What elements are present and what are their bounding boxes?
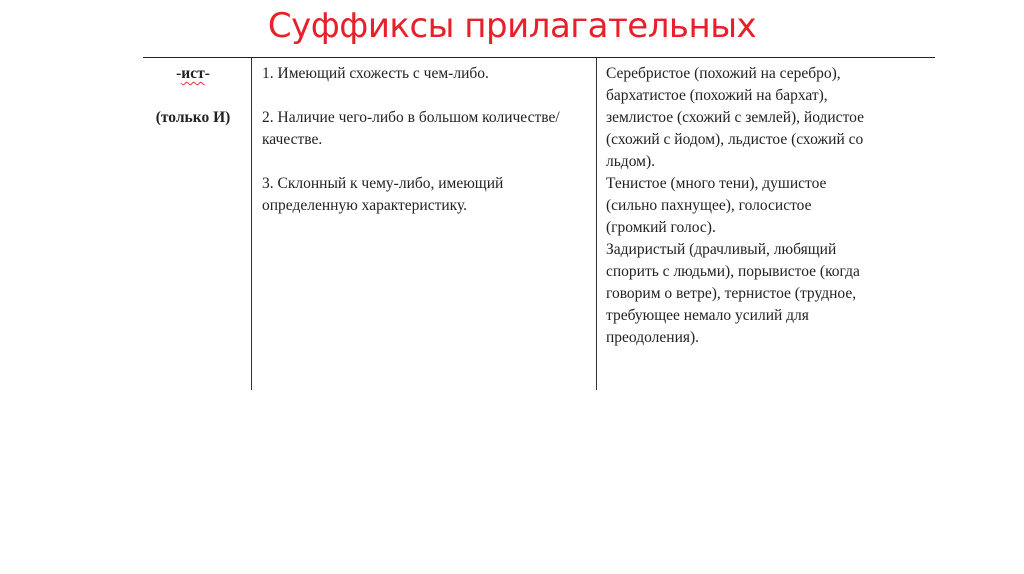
example-line: Серебристое (похожий на серебро), bbox=[606, 65, 841, 82]
example-line: льдом). bbox=[606, 153, 655, 170]
suffix-word: ист bbox=[181, 65, 205, 82]
suffix-label bbox=[143, 63, 243, 85]
example-line: преодоления). bbox=[606, 329, 700, 346]
example-line: требующее немало усилий для bbox=[606, 307, 809, 324]
meaning-item: 1. Имеющий схожесть с чем-либо. bbox=[262, 65, 489, 82]
slide-title: Суффиксы прилагательных bbox=[267, 6, 757, 46]
example-line: (сильно пахнущее), голосистое bbox=[606, 197, 812, 214]
example-line: говорим о ветре), тернистое (трудное, bbox=[606, 285, 857, 302]
suffix-note: (только И) bbox=[155, 109, 231, 126]
example-line: (схожий с йодом), льдистое (схожий со bbox=[606, 131, 864, 148]
table-top-border bbox=[143, 57, 935, 58]
meanings-cell bbox=[262, 63, 582, 239]
suffix-dash-before: - bbox=[176, 65, 182, 82]
suffix-dash-after: - bbox=[204, 65, 210, 82]
table-column-divider-1 bbox=[251, 58, 252, 390]
suffix-cell bbox=[143, 63, 243, 129]
meaning-item: 2. Наличие чего-либо в большом количестве/качестве. bbox=[262, 109, 560, 148]
example-line: землистое (схожий с землей), йодистое bbox=[606, 109, 864, 126]
example-line: бархатистое (похожий на бархат), bbox=[606, 87, 828, 104]
example-line: спорить с людьми), порывистое (когда bbox=[606, 263, 860, 280]
examples-cell bbox=[606, 63, 946, 349]
meaning-item: 3. Склонный к чему-либо, имеющий определенную характеристику. bbox=[262, 175, 504, 214]
table-column-divider-2 bbox=[596, 58, 597, 390]
example-line: Задиристый (драчливый, любящий bbox=[606, 241, 837, 258]
example-line: Тенистое (много тени), душистое bbox=[606, 175, 827, 192]
example-line: (громкий голос). bbox=[606, 219, 716, 236]
